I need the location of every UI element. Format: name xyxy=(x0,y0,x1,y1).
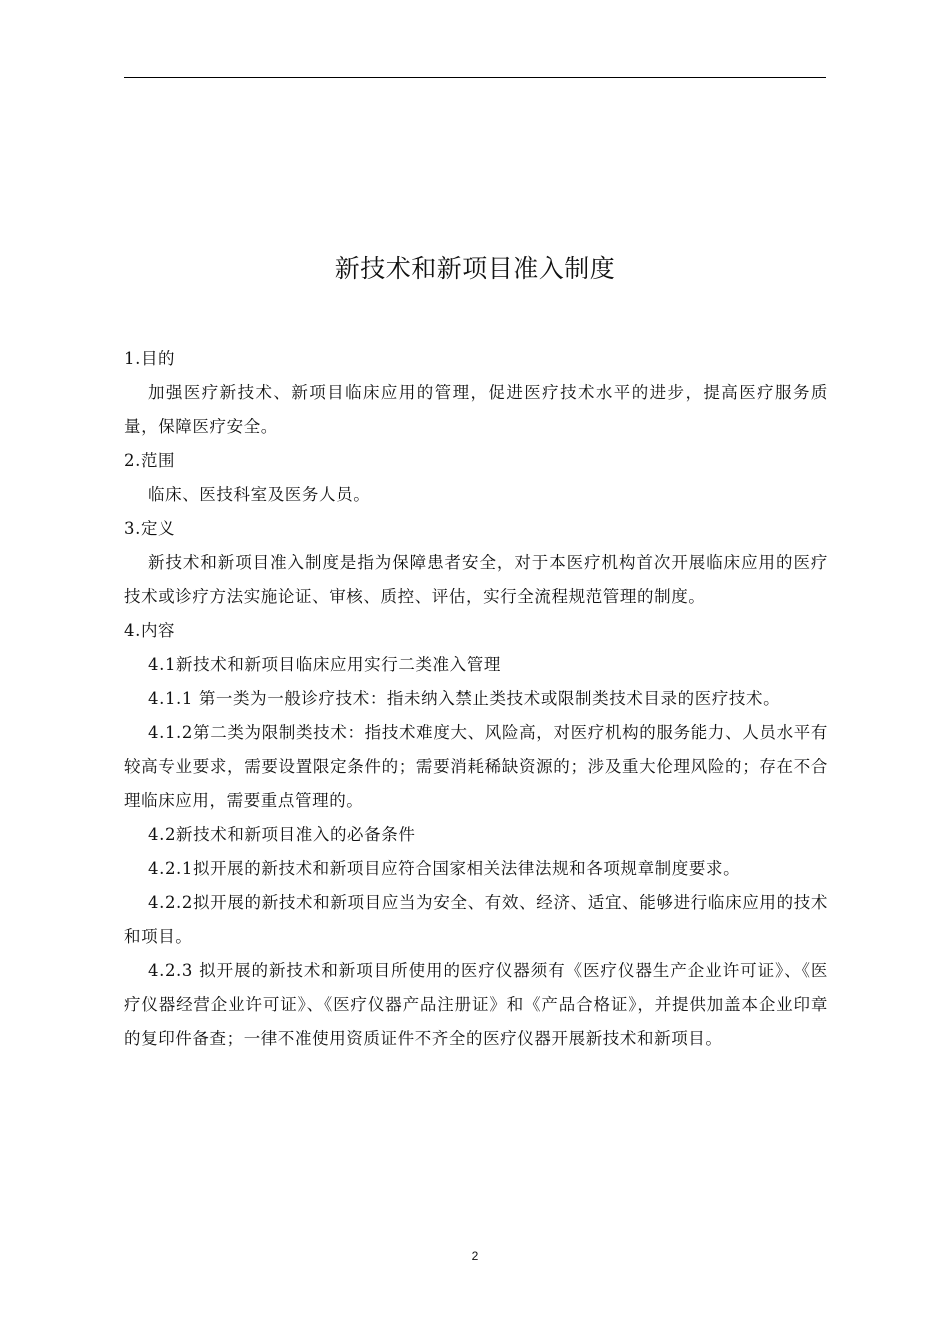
section-heading: 1.目的 xyxy=(124,349,176,368)
body-paragraph: 4.2.2拟开展的新技术和新项目应当为安全、有效、经济、适宜、能够进行临床应用的技术和项目。 xyxy=(124,893,828,946)
document-title: 新技术和新项目准入制度 xyxy=(334,254,616,283)
document-body xyxy=(124,342,828,1056)
header-rule xyxy=(124,77,826,78)
body-paragraph: 4.2.3 拟开展的新技术和新项目所使用的医疗仪器须有《医疗仪器生产企业许可证》、《医疗仪器经营企业许可证》、《医疗仪器产品注册证》和《产品合格证》，并提供加盖本企业印章的复印件备查；一律不准使用资质证件不齐全的医疗仪器开展新技术和新项目。 xyxy=(124,961,828,1048)
body-paragraph: 4.2.1拟开展的新技术和新项目应符合国家相关法律法规和各项规章制度要求。 xyxy=(148,859,741,878)
body-paragraph: 4.1.2第二类为限制类技术：指技术难度大、风险高，对医疗机构的服务能力、人员水平有较高专业要求，需要设置限定条件的；需要消耗稀缺资源的；涉及重大伦理风险的；存在不合理临床应用，需要重点管理的。 xyxy=(124,723,828,810)
body-paragraph: 新技术和新项目准入制度是指为保障患者安全，对于本医疗机构首次开展临床应用的医疗技术或诊疗方法实施论证、审核、质控、评估，实行全流程规范管理的制度。 xyxy=(124,553,828,606)
section-heading: 3.定义 xyxy=(124,519,176,538)
section-heading: 2.范围 xyxy=(124,451,176,470)
body-paragraph: 临床、医技科室及医务人员。 xyxy=(148,485,371,504)
subsection-heading: 4.1新技术和新项目临床应用实行二类准入管理 xyxy=(148,655,501,674)
section-heading: 4.内容 xyxy=(124,621,176,640)
subsection-heading: 4.2新技术和新项目准入的必备条件 xyxy=(148,825,416,844)
body-paragraph: 4.1.1 第一类为一般诊疗技术：指未纳入禁止类技术或限制类技术目录的医疗技术。 xyxy=(148,689,781,708)
page-number: 2 xyxy=(471,1249,479,1263)
body-paragraph: 加强医疗新技术、新项目临床应用的管理，促进医疗技术水平的进步，提高医疗服务质量，保障医疗安全。 xyxy=(124,383,828,436)
